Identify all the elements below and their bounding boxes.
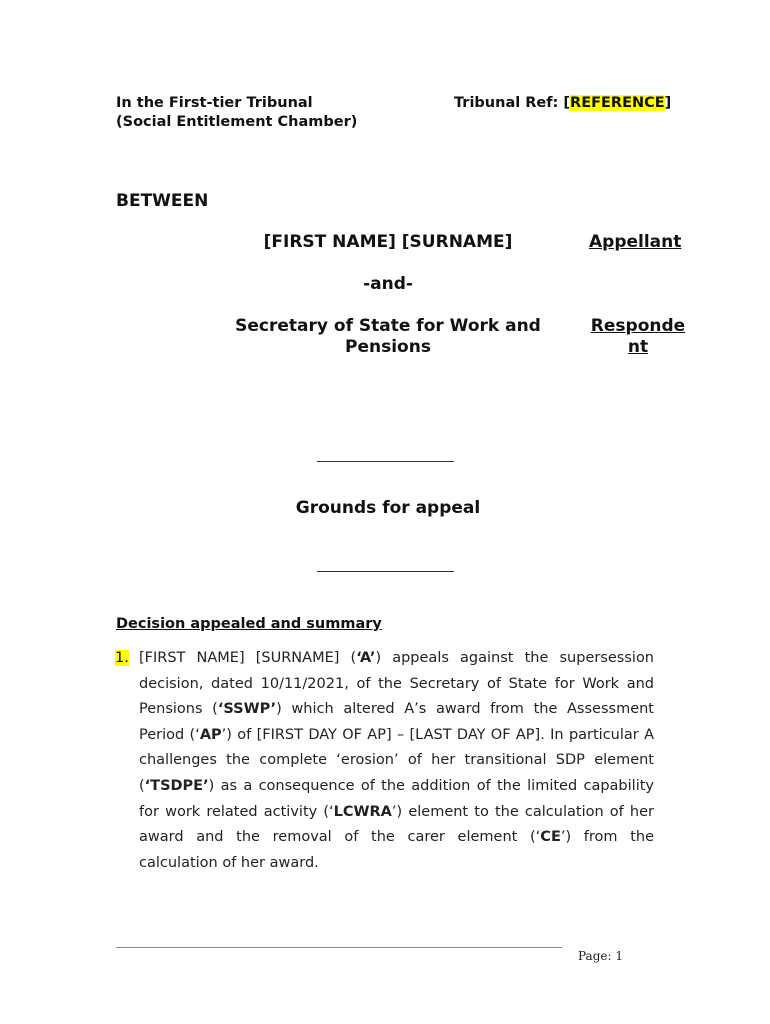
paragraph-number: 1. <box>115 650 129 666</box>
respondent-role-line-2: nt <box>627 337 649 357</box>
tribunal-line-2: (Social Entitlement Chamber) <box>116 114 358 130</box>
ref-suffix: ] <box>664 95 672 111</box>
tribunal-line-1: In the First-tier Tribunal <box>116 95 313 111</box>
respondent-name-line-1: Secretary of State for Work and <box>235 316 541 336</box>
title-rule-bottom <box>317 571 454 572</box>
respondent-role <box>586 316 690 358</box>
respondent-role-line-1: Responde <box>590 316 686 336</box>
tribunal-reference <box>454 94 671 113</box>
ref-value: REFERENCE <box>570 95 665 111</box>
appellant-role: Appellant <box>589 232 682 252</box>
between-label: BETWEEN <box>116 191 209 211</box>
respondent-name-line-2: Pensions <box>345 337 431 357</box>
ref-prefix: Tribunal Ref: [ <box>454 95 571 111</box>
title-rule-top <box>317 461 454 462</box>
paragraph-1: [FIRST NAME] [SURNAME] (‘A’) appeals against the supersession decision, dated 10/11/2021, of the Secretary of State for Work and Pensions (‘SSWP’) which altered A’s award from the Assessment Period (‘AP’) of [FIRST DAY OF AP] – [LAST DAY OF AP]. In particular A challenges the complete ‘erosion’ of her transitional SDP element (‘TSDPE’) as a consequence of the addition of the limited capability for work related activity (‘LCWRA’) element to the calculation of her award and the removal of the carer element (‘CE’) from the calculation of her award. <box>139 650 655 871</box>
appellant-name: [FIRST NAME] [SURNAME] <box>263 232 513 252</box>
and-separator: -and- <box>363 274 413 294</box>
footer-rule <box>116 947 562 948</box>
respondent-name <box>220 316 556 358</box>
section-heading: Decision appealed and summary <box>116 616 382 632</box>
page-number: Page: 1 <box>578 949 623 963</box>
tribunal-name <box>116 94 357 132</box>
document-title: Grounds for appeal <box>295 498 481 518</box>
